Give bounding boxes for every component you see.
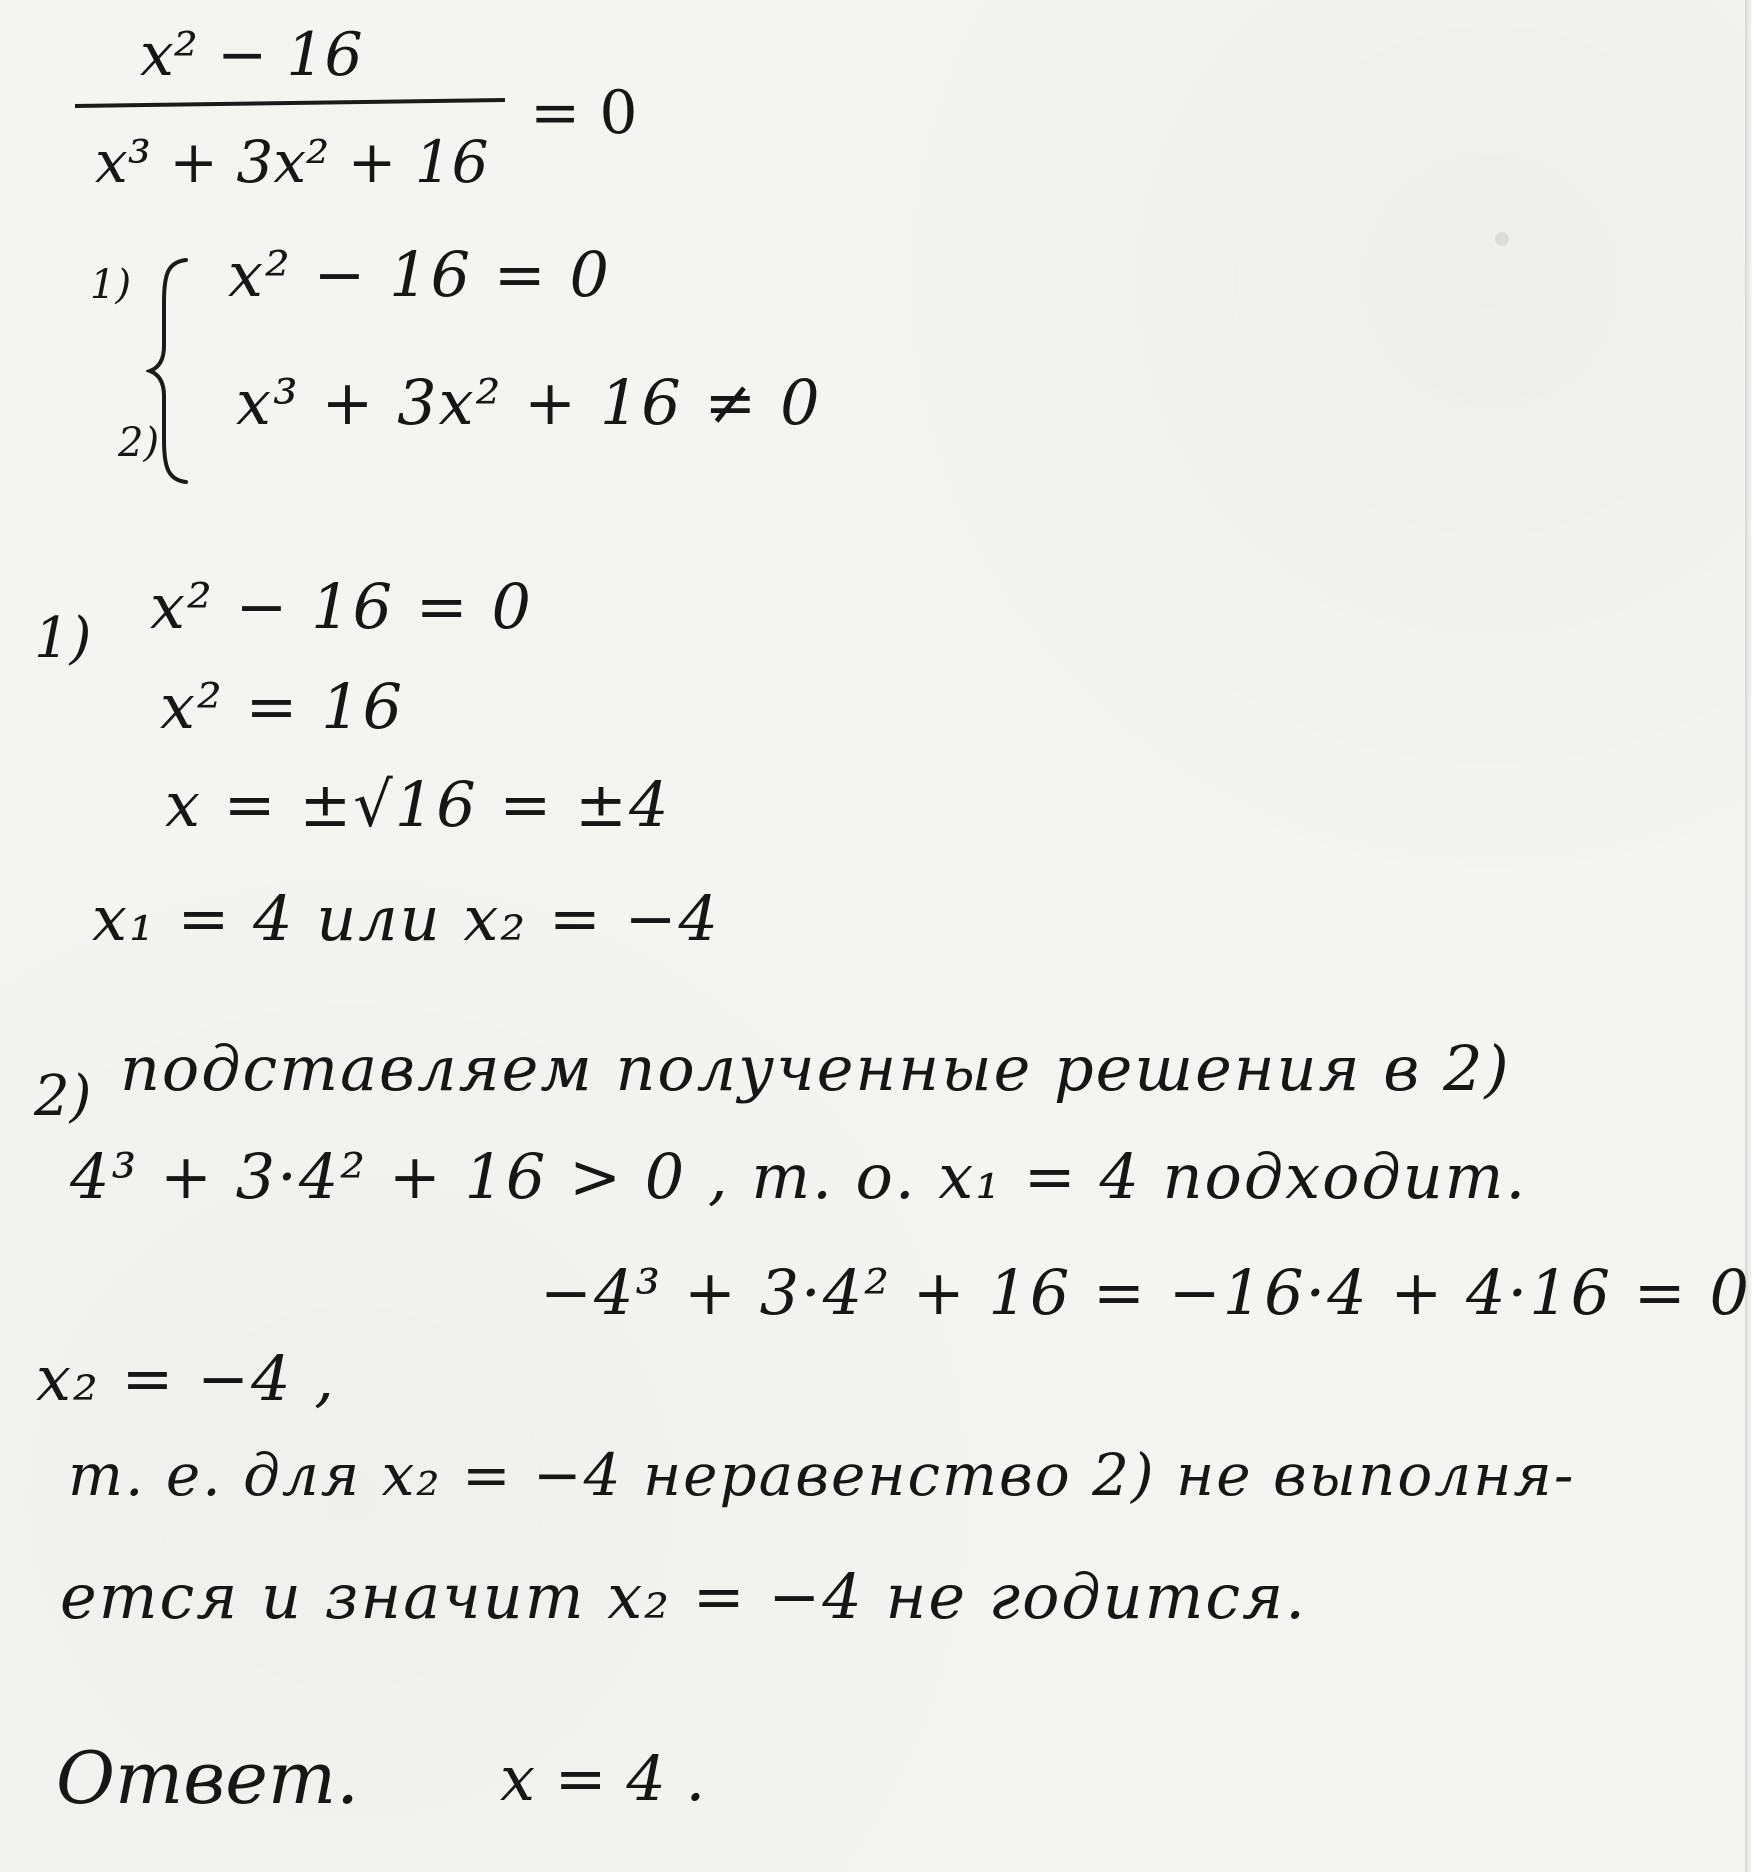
system-brace xyxy=(146,252,196,490)
fraction-equals: = 0 xyxy=(530,78,638,148)
system-equation-1: x² − 16 = 0 xyxy=(228,238,611,311)
part2-line-1: подставляем полученные решения в 2) xyxy=(120,1032,1511,1105)
part1-line-4: x₁ = 4 или x₂ = −4 xyxy=(92,882,720,955)
part2-line-4: т. е. для x₂ = −4 неравенство 2) не выполня- xyxy=(68,1441,1576,1509)
part1-line-3: x = ±√16 = ±4 xyxy=(165,768,671,841)
answer-label: Ответ. xyxy=(56,1736,359,1820)
system-marker-1: 1) xyxy=(90,262,132,308)
paper-edge xyxy=(1745,0,1753,1872)
fraction-numerator: x² − 16 xyxy=(140,20,363,90)
part2-line-2: 4³ + 3·4² + 16 > 0 , т. о. x₁ = 4 подходит. xyxy=(70,1140,1528,1213)
part2-marker: 2) xyxy=(34,1064,92,1129)
part2-line-3-prefix: x₂ = −4 , xyxy=(36,1342,336,1415)
part1-line-2: x² = 16 xyxy=(160,670,405,743)
part2-line-5: ется и значит x₂ = −4 не годится. xyxy=(60,1560,1307,1633)
fraction-bar xyxy=(75,98,505,108)
system-equation-2: x³ + 3x² + 16 ≠ 0 xyxy=(236,366,822,439)
answer-value: x = 4 . xyxy=(500,1742,706,1815)
part1-marker: 1) xyxy=(34,606,92,671)
system-marker-2: 2) xyxy=(118,420,160,466)
part1-line-1: x² − 16 = 0 xyxy=(150,570,533,643)
part2-line-3: −4³ + 3·4² + 16 = −16·4 + 4·16 = 0 xyxy=(540,1256,1751,1329)
fraction-denominator: x³ + 3x² + 16 xyxy=(95,128,489,196)
ink-mark xyxy=(1495,232,1509,246)
